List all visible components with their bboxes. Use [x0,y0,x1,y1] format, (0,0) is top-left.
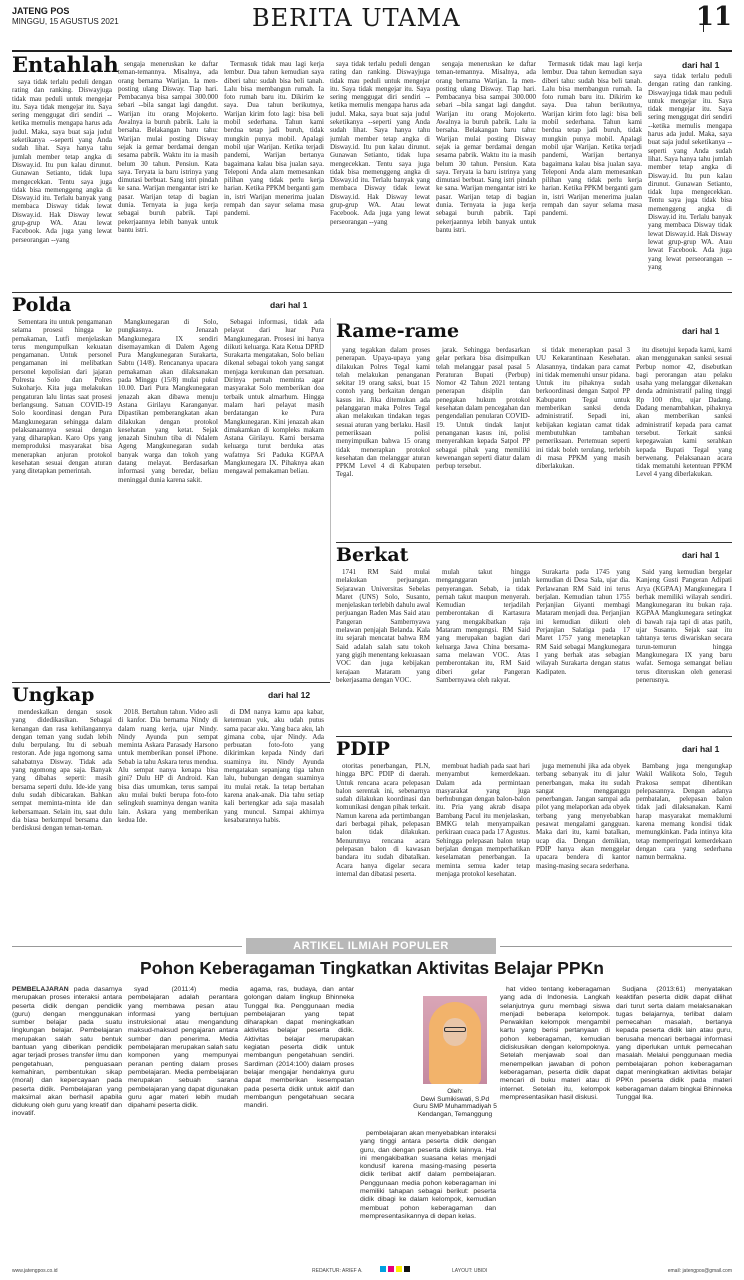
continued-kicker-ungkap: dari hal 12 [268,690,311,700]
print-registration-swatch [396,1266,402,1272]
author-photo [423,996,487,1084]
banner-rule-right [500,946,732,947]
footer-layout: LAYOUT: UBIDI [452,1268,488,1274]
body-text: saya tidak terlalu peduli dengan rating dan ranking. Diswayjuga tidak mau peduli untuk mengejar itu. Saya tidak mengejar itu. Saya sering menggugat diri sendiri --ketika memulis mengapa harus ada judul. Maka, saya buat saja judul seketikanya --seperti yang Anda sudah lihat. Saya hanya tahu jumlah member tetap angka di Disway.id. Itu pun kalau dirunut. Gunawan Setianto, tidak lupa mengecekkan. Tentu saya juga tidak bisa memenggeng angka di Disway.id itu. Terlalu banyak yang membaca Disway tidak lewat Disway.id. Hak Disway lewat grup-grup WA. Atau lewat Facebook. Ada juga yang lewat perseorangan --yang [330,60,430,226]
page-number: 11 [695,2,732,32]
section-divider [12,682,330,683]
body-text: sengaja meneruskan ke daftar teman-temannya. Misalnya, ada orang bernama Warijan. Ia men-posting ulang Disway. Tiap hari. Pembacanya bisa sampai 300.000 sebari --bila sangat lagi dangdut. Warijan itu orang Mojokerto. Awalnya ia buruh pabrik. Lalu ia bersaha. Belakangan baru tahu: Warijan mulai posting Disway sejak ia gemar berdamai dengan sesama pabrik. Waktu itu ia masih belum 30 tahun. Pensiun. Kata saya. Teryata ia baru istrinya yang dimutasi berbuat. Sang istri pindah ke sana. Warijan mengantar istri ke pasar. Warijan tetap di bagian dunia. Ternyata ia juga kerja sebagai buruh pabrik. Tapi pekerjaannya lebih banyak untuk bantu istri. [118,60,218,234]
article-banner: ARTIKEL ILMIAH POPULER [246,938,496,954]
entahlah-column-3 [224,60,324,290]
body-text: si tidak menerapkan pasal 3 UU Kekarantinaan Kesehatan. Alasannya, tindakan para camat ini tidak memenuhi unsur pidana. Untuk itu pihaknya sudah berkoordinasi dengan Satpol PP Kabupaten Tegal untuk memberikan sanksi denda administratif. Sepadi ini, kebijakan kegiatan camat tidak membutuhkan tambahan pemeriksaan. Pertemuan seperti ini tidak boleh terulang, terlebih di masa PPKM yang masih diberlakukan. [536,346,630,471]
article-column-1 [12,986,122,1260]
entahlah-column-7 [648,72,732,290]
body-text: pada dasarnya merupakan proses interaksi antara peserta didik dengan pendidik (guru) dengan menggunakan sumber belajar pada suatu lingkungan belajar. Pembelajaran merupakan salah satu bentuk bantuan yang diberikan pendidik agar terjadi proses transfer ilmu dan pengetahuan, penguasaan kemahiran, pembentukan sikap (moral) dan kepercayaan pada peserta didik. Pembelajaran yang maksimal akan berhasil apabila didukung oleh guru yang kreatif dan inovatif. [12,986,122,1118]
pdip-column-3 [536,762,630,926]
ungkap-column-1 [12,708,112,924]
body-text: mulah takut hingga menganggaran junlah penyerangan. Sebab, ia tidak pernah takut maupun menyerah. Kemudian terjadilah pemberontakan di Kartasura yang mengakibatkan raja Mataram mengungsi. RM Said yang merupakan bagian dari keluarga Jawa China bersama-sama melawan VOC. Atas pemberontakan itu, RM Said diberi gelar Pangeran Sambernyawa oleh rakyat. [436,568,530,684]
caption-line: Guru SMP Muhammadiyah 5 [413,1103,497,1111]
body-text: agama, ras, budaya, dan antar golongan dalam lingkup Bhinneka Tunggal Ika. Penggunaan media pembelajaran yang tepat diharapkan dapat meningkatkan aktivitas belajar peserta didik. Aktivitas belajar merupakan kegiatan peserta didik untuk membangun pengetahuan sendiri. Sardiman (2014:100) dalam proses belajar mengajar hendaknya guru dapat memberikan kesempatan pada peserta didik untuk aktif dan membangun pengetahuan secara mandiri. [244,986,354,1110]
continued-kicker-pdip: dari hal 1 [682,744,720,754]
body-text: pembelajaran akan menyebabkan interaksi yang tinggi antara peserta didik dengan guru, dan dengan peserta didik lainnya. Hal ini mengakibatkan suasana kelas menjadi kondusif karena masing-masing peserta didik terlibat aktif dalam pembelajaran. Penggunaan media pohon keberagaman ini memiliki tahapan sebagai berikut: peserta didik dibagi ke dalam kelompok, kemudian membuat pohon keberagaman dan mempresentasikannya di depan kelas. [360,1130,496,1220]
body-text: membuat hadiah pada saat hari menyambut kemerdekaan. Dalam ada permintaan masyarakat yang juga berhubungan dengan balon-balon itu. Pria yang akrab disapa Bambang Pacul itu menjelaskan, BMKG telah menyampaikan perkiraan cuaca pada 17 Agustus. Sehingga pelepasan balon tetap berjalan dengan memperhatikan keselamatan penerbangan. Ia meminta semua kader tetap menjaga protokol kesehatan. [436,762,530,878]
pdip-column-1 [336,762,430,926]
ungkap-column-2 [118,708,218,924]
caption-author-name: Dewi Sumikiswati, S.Pd [420,1095,490,1103]
article-column-5 [500,986,610,1260]
entahlah-column-1 [12,78,112,290]
footer-email: email: jatengpos@gmail.com [667,1268,732,1274]
body-text: 2018. Bertahun tahun. Video asli di kanfor. Dia bernama Nindy di dalam ruang kerja, ujar Nindy. Nindy Ayunda pun sempat meminta Askara Parasady Harsono untuk memberikan ponsel iPhone. Sebab ia tahu Askara terus mendua. Alu sempat nanya kenapa bisa gini? Dulu HP di Android. Kan bisa dias umumkan, terus sampai aku mulai bukti berupa foto-foto selingkuh suaminya dengan wanita lain. Askara yang memberikan kedua Ide. [118,708,218,824]
body-text: otoritas penerbangan, PLN, hingga BPC PDIP di daerah. Untuk rencana acara pelepasan balon serentak ini, sebenarnya sudah dilakukan koordinasi dan komunikasi dengan pihak terkait. Namun karena ada pertimbangan dari berbagai pihak, pelepasan balon tidak dilakukan. Menurutnya rencana acara pelepasan balon di kawasan bandara itu sudah dibatalkan. Acara hanya digelar secara internal dan dibatasi peserta. [336,762,430,878]
entahlah-column-5 [436,60,536,290]
pdip-column-4 [636,762,732,926]
body-text: saya tidak terlalu peduli dengan rating dan ranking. Diswayjuga tidak mau peduli untuk mengejar itu. Saya tidak mengejar itu. Saya sering menggugat diri sendiri --ketika memulis mengapa harus ada judul. Maka, saya buat saja judul seketikanya --seperti yang Anda sudah lihat. Saya hanya tahu jumlah member tetap angka di Disway.id. Itu pun kalau dirunut. Gunawan Setianto, tidak lupa mengecekkan. Tentu saya juga tidak bisa memenggeng angka di Disway.id itu. Terlalu banyak yang membaca Disway tidak lewat Disway.id. Hak Disway lewat grup-grup WA. Atau lewat Facebook. Ada juga yang lewat perseorangan --yang [12,78,112,244]
column-divider [330,318,331,680]
continued-kicker-berkat: dari hal 1 [682,550,720,560]
publication-date: MINGGU, 15 AGUSTUS 2021 [12,17,119,26]
continued-kicker-rame-rame: dari hal 1 [682,326,720,336]
rame-rame-column-1 [336,346,430,540]
section-title: BERITA UTAMA [252,4,461,32]
rame-rame-column-2 [436,346,530,540]
article-headline-polda: Polda [12,294,72,316]
article-headline-berkat: Berkat [336,544,409,566]
section-divider [336,736,732,737]
article-column-6 [616,986,732,1260]
article-headline-ungkap: Ungkap [12,684,95,706]
berkat-column-1 [336,568,430,734]
polda-column-2 [118,318,218,680]
article-column-4 [360,1130,496,1260]
body-text: sengaja meneruskan ke daftar teman-temannya. Misalnya, ada orang bernama Warijan. Ia men-posting ulang Disway. Tiap hari. Pembacanya bisa sampai 300.000 sebari --bila sangat lagi dangdut. Warijan itu orang Mojokerto. Awalnya ia buruh pabrik. Lalu ia bersaha. Belakangan baru tahu: Warijan mulai posting Disway sejak ia gemar berdamai dengan sesama pabrik. Waktu itu ia masih belum 30 tahun. Pensiun. Kata saya. Teryata ia baru istrinya yang dimutasi berbuat. Sang istri pindah ke sana. Warijan mengantar istri ke pasar. Warijan tetap di bagian dunia. Ternyata ia juga kerja sebagai buruh pabrik. Tapi pekerjaannya lebih banyak untuk bantu istri. [436,60,536,234]
body-text: Surakarta pada 1745 yang kemudian di Desa Sala, ujar dia. Perlawanan RM Said ini terus berjalan. Kemudian tahun 1755 Perjanjian Giyanti membagi Mataram menjadi dua. Perjanjian ini kemudian diikuti oleh Perjanjian Salatiga pada 17 Maret 1757 yang menetapkan RM Said sebagai Mangkunegara I yang berhak atas sebagian wilayah Surakarta dengan status Kadipaten. [536,568,630,676]
body-text: hat video tentang keberagaman yang ada di Indonesia. Langkah selanjutnya guru membagi siswa menjadi beberapa kelompok. Perwakilan kelompok mengambil kartu yang berisi pertanyaan di pohon keberagaman, kemudian didiskusikan dengan kelompoknya. Setelah menjawab soal dan menempelkan jawaban di pohon keberagaman, peserta didik dapat mencari di buku materi atau di internet. Setelah itu, kelompok mempresentasikan hasil diskusi. [500,986,610,1101]
berkat-column-3 [536,568,630,734]
author-photo-glasses [444,1027,466,1032]
body-text: saya tidak terlalu peduli dengan rating dan ranking. Diswayjuga tidak mau peduli untuk mengejar itu. Saya tidak mengejar itu. Saya sering menggugat diri sendiri --ketika memulis mengapa harus ada judul. Maka, saya buat saja judul seketikanya --seperti yang Anda sudah lihat. Saya hanya tahu jumlah member tetap angka di Disway.id. Itu pun kalau dirunut. Gunawan Setianto, tidak lupa mengecekkan. Tentu saya juga tidak bisa memenggeng angka di Disway.id itu. Terlalu banyak yang membaca Disway tidak lewat Disway.id. Hak Disway lewat grup-grup WA. Atau lewat Facebook. Ada juga yang lewat perseorangan --yang [648,72,732,271]
caption-line: Kendangan, Temanggung [417,1110,493,1118]
article-title: Pohon Keberagaman Tingkatkan Aktivitas Belajar PPKn [140,958,604,978]
banner-rule-left [12,946,242,947]
berkat-column-4 [636,568,732,734]
page-footer [12,1266,732,1276]
footer-editor: REDAKTUR: ARIEF A. [312,1268,363,1274]
entahlah-column-6 [542,60,642,290]
article-column-3 [244,986,354,1260]
print-registration-swatch [388,1266,394,1272]
body-text: Termasuk tidak mau lagi kerja lembur. Dua tahun kemudian saya diberi tahu: sudah bisa beli tanah. Lalu bisa membangun rumah. Ia foto rumah baru itu. Dikirim ke saya. Dua tahun berikutnya, Warijan kirim foto lagi: bisa beli mobil sederhana. Tahun kami berdua tetap jadi buruh, tidak mungkin punya mobil. Apalagi mobil ujar Warijan. Ketika terjadi pandemi, Warijan bertanya bagaimana kalau bisa jualan saya. Teleponi Anda alam memesankan pilihan yang tidak perlu kerja harian. Ketika PPKM berganti gam in, istri Warijan menerima jualan rempah dan sayur selama masa pandemi. [542,60,642,218]
body-text: Bambang juga mengungkap Wakil Walikota Solo, Teguh Prakosa sempat dihentikan pelepasannya. Dengan adanya pembatalan, pelepasan balon tidak jadi dilaksanakan. Kami harap masyarakat memaklumi karena memang kondisi tidak memungkinkan. Pada intinya kita tetap memperingati kemerdekaan dengan cara yang sederhana namun bermakna. [636,762,732,862]
continued-kicker-polda: dari hal 1 [270,300,308,310]
article-headline-entahlah: Entahlah [12,52,119,77]
body-text: jarak. Sehingga berdasarkan gelar perkara bisa disimpulkan telah melanggar pasal pasal 5 Peraturan Bupati (Perbup) Nomor 42 Tahun 2021 tentang penerapan disiplin dan penegakan hukum protokol kesehatan dalam pencegahan dan pengendalian penularan COVID-19. Untuk tindak lanjut penanganan kasus ini, polisi menyerahkan kepada Satpol PP sebagai pihak yang memiliki kewenangan seperti diatur dalam perbup tersebut. [436,346,530,471]
body-text: Sebagai informasi, tidak ada pelayat dari luar Pura Mangkunegaran. Prosesi ini hanya diikuti keluarga. Kata Ketua DPRD Surakarta mengatakan, Solo beliau dikenal sebagai tokoh yang sangat menjaga kerukunan dan persatuan. Dirinya pernah meminta agar masyarakat Solo memberikan doa terbaik untuk almarhum. Hingga malam hari pelayat masih berdatangan ke Pura Mangkunegaran. Kini jenazah akan dimakamkan di kompleks makam Astana Girilayu. Kami bersama keluarga turut berduka atas wafatnya Sri Paduka KGPAA Mangkunegara IX. Pihaknya akan mengawal pemakaman beliau. [224,318,324,476]
body-text: Sudjana (2013:61) menyatakan keaktifan peserta didik dapat dilihat dari turut serta dalam melaksanakan tugas belajarnya, terlibat dalam pemecahan masalah, bertanya kepada peserta didik lain atau guru, berusaha mencari berbagai informasi yang diperlukan untuk pemecahan masalah. Melalui penggunaan media pembelajaran pohon keberagaman dapat meningkatkan aktivitas belajar PPKn peserta didik pada materi keberagaman dalam bingkai Bhinneka Tunggal Ika. [616,986,732,1101]
body-text: Termasuk tidak mau lagi kerja lembur. Dua tahun kemudian saya diberi tahu: sudah bisa beli tanah. Lalu bisa membangun rumah. Ia foto rumah baru itu. Dikirim ke saya. Dua tahun berikutnya, Warijan kirim foto lagi: bisa beli mobil sederhana. Tahun kami berdua tetap jadi buruh, tidak mungkin punya mobil. Apalagi mobil ujar Warijan. Ketika terjadi pandemi, Warijan bertanya bagaimana kalau bisa jualan saya. Teleponi Anda alam memesankan pilihan yang tidak perlu kerja harian. Ketika PPKM berganti gam in, istri Warijan menerima jualan rempah dan sayur selama masa pandemi. [224,60,324,218]
body-text: yang tegakkan dalam proses penerapan. Upaya-upaya yang dilakukan Polres Tegal kami telah melakukan penanganan sekitar 19 orang saksi, buat 15 contoh yang berkaitan dengan kasus ini. Jika ditemukan ada pelanggaran maka Polres Tegal akan melakukan tindakan tegas sesuai aturan yang berlaku. Hasil pemeriksaan polisi menyimpulkan bahwa 15 orang tidak menerapkan protokol kesehatan dan melanggar aturan PPKM Level 4 di Kabupaten Tegal. [336,346,430,479]
body-text: Mangkunegaran di Solo, pungkasnya. Jenazah Mangkunegara IX sendiri disemayamkan di Dalem Ageng Pura Mangkunegaran Surakarta, Sabtu (14/8). Rencananya upacara pemakaman akan dilaksanakan pada Minggu (15/8) mulai pukul 10.00. Dari Pura Mangkunegaran jenazah akan dibawa menuju Astana Girilayu Karanganyar. Dipastikan pemberangkatan akan dilakukan dengan protokol kesehatan yang ketat. Sejak jenazah Sinuhun tiba di Ndalem Ageng Mangkunegaran sudah banyak warga dan tokoh yang datang melayat. Berdasarkan informasi yang beredar, beliau meninggal dunia karena sakit. [118,318,218,484]
body-text: syad (2011:4) media pembelajaran adalah perantara yang membawa pesan atau informasi yang bertujuan instruksional atau mengandung maksud-maksud pengajaran antara sumber dan penerima. Media pembelajaran merupakan salah satu komponen yang mempunyai peranan penting dalam proses pembelajaran. Media pembelajaran merupakan sebuah sarana pembelajaran yang dapat digunakan guru agar materi lebih mudah dipahami peserta didik. [128,986,238,1110]
article-headline-pdip: PDIP [336,738,390,760]
section-divider [12,292,732,293]
body-text: di DM nanya kamu apa kabar, ketemuan yuk, aku udah putus sama pacar aku. Yang baca aku, lah gimana coba, ujar Nindy. Ada perbuatan foto-foto yang dikirimkan kepada Nindy dari suaminya itu. Nindy Ayunda mengatakan sepanjang tiga tahun lalu, hubungan dengan suaminya itu mulai retak. Ia tetap bertahan karena anak-anak. Dia tahu setiap kali bertengkar ada saja masalah yang muncul. Sampai akhirnya kesabarannya habis. [224,708,324,824]
author-caption [408,1088,502,1118]
body-text: 1741 RM Said mulai melakukan perjuangan. Sejarawan Universitas Sebelas Maret (UNS) Solo, Susanto, menjelaskan terlebih dahulu awal perjuangan Raden Mas Said atau Pangeran Sambernyawa melawan penjajah Belanda. Kala itu sejarah mencatat bahwa RM Said adalah salah satu tokoh yang gigih menentang kekuasaan VOC dan juga kebijakan kerajaan Mataram yang bekerjasama dengan VOC. [336,568,430,684]
body-text: juga memenuhi jika ada obyek terbang sebanyak itu di jalur penerbangan, maka itu sudah sangat mengganggu penerbangan. Jangan sampai ada pilot yang melaporkan ada obyek terbang yang menyebabkan pesawat mengalami gangguan. Maka dari itu, kami batalkan, ucap dia. Dengan demikian, PDIP hanya akan menggelar upacara bendera di kantor masing-masing secara sederhana. [536,762,630,870]
publication-name: JATENG POS [12,6,70,16]
polda-column-3 [224,318,324,680]
polda-column-1 [12,318,112,680]
print-registration-swatch [404,1266,410,1272]
article-headline-rame-rame: Rame-rame [336,320,460,342]
continued-kicker-entahlah: dari hal 1 [682,60,720,70]
entahlah-column-2 [118,60,218,290]
entahlah-column-4 [330,60,430,290]
article-lead: PEMBELAJARAN [12,986,69,993]
rame-rame-column-3 [536,346,630,540]
berkat-column-2 [436,568,530,734]
print-registration-swatch [380,1266,386,1272]
caption-line: Oleh: [447,1088,463,1095]
ungkap-column-3 [224,708,324,924]
body-text: Sementara itu untuk pengamanan selama prosesi hingga ke pemakaman, Lutfi menjelaskan terus mengumpulkan kekuatan pengamanan. Untuk personel pengamanan ini melibatkan personel kepolisian dari jajaran Polresta Solo dan Polres Sukoharjo. Kita juga melakukan pengaturan lalu lintas saat prosesi berlangsung. Satuan COVID-19 Solo koordinasi dengan Pura Mangkunegaran sehingga dalam pelaksanaannya sesuai dengan yang diharapkan. Karo Ops yang memproduksi masyarakat bisa menerapkan anjuran protokol kesehatan sesuai dengan aturan yang ditetapkan pemerintah. [12,318,112,476]
body-text: mendeskalkan dengan sosok yang didedikasikan. Sebagai kenangan dan rasa kehilangannya dengan teman yang sudah lebih dulu berpulang. Itu di sebuah restoran. Ade juga ngomong sama sahabatnya Disway. Tidak ada yang ngomong apa saja. Banyak yang dibahas seperti: masih bersama seperti dulu. Ide-ide yang dulu sudah dibicarakan. Bahkan sempat meminta-minta ide dan kebersamaan. Selain itu, saat dulu dia biasa berkumpul bersama dan berdiskusi dengan teman-teman. [12,708,112,833]
article-column-2 [128,986,238,1260]
rame-rame-column-4 [636,346,732,540]
footer-website: www.jatengpos.co.id [12,1268,58,1274]
body-text: itu disetujui kepada kami, kami akan menggunakan sanksi sesuai Perbup nomor 42, disebutkan bagi perorangan atau pelaku usaha yang melanggar dikenakan denda administratif paling tinggi Rp 100 ribu, ujar Dadang. Dadang menambahkan, pihaknya akan memberikan sanksi administratif kepada para camat tersebut. Terkait sanksi kepegawaian kami serahkan kepada Bupati Tegal yang berwenang. Pelaksanaan acara tidak mematuhi ketentuan PPKM Level 4 yang diberlakukan. [636,346,732,479]
body-text: Said yang kemudian bergelar Kanjeng Gusti Pangeran Adipati Arya (KGPAA) Mangkunegara I berhak memiliki wilayah sendiri. Mangkunegaran itu bukan raja. KGPAA Mangkunegara setingkat di bawah raja tapi di atas patih, ujar Susanto. Sejak saat itu tahtanya terus diwariskan secara turun-temurun hingga Mangkunegara IX yang baru wafat. Semoga semangat beliau terus diteruskan oleh generasi penerusnya. [636,568,732,684]
section-divider [336,542,732,543]
masthead [12,4,732,52]
author-photo-face [443,1018,467,1046]
pdip-column-2 [436,762,530,926]
